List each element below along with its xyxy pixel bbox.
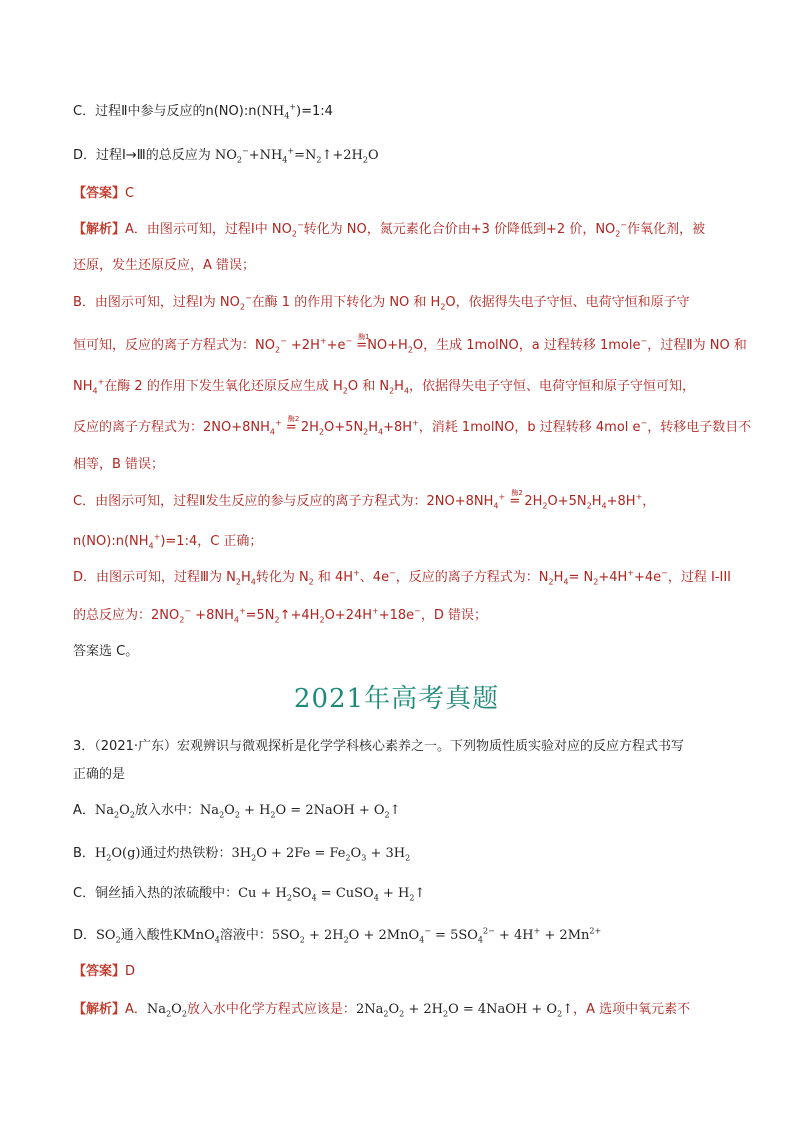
text-b2c: ，过程Ⅱ为 NO 和 <box>647 338 747 353</box>
text-d1e: ，反应的离子方程式为：N <box>395 570 549 585</box>
text-d1b: 转化为 N <box>255 570 309 585</box>
analysis-b-line1: B．由图示可知，过程Ⅰ为 $NO_2^-$在酶 1 的作用下转化为 NO 和 $H_2O$，依据得失电子守恒、电荷守恒和原子守 <box>73 293 690 312</box>
text-b4: 反应的离子方程式为： <box>73 420 204 435</box>
text-d1f: ，过程 I-III <box>667 570 732 585</box>
analysis2-line1: 【解析】A．$Na_2O_2$放入水中化学方程式应该是：$2Na_2O_2 + 2H_2O$ = 4NaOH + $O_2↑$，A 选项中氧元素不 <box>73 1002 691 1019</box>
text-b3e: ，依据得失电子守恒、电荷守恒和原子守恒可知， <box>409 379 696 394</box>
option-c-label: C．铜丝插入热的浓硫酸中： <box>73 886 239 901</box>
final-answer-line <box>73 642 723 662</box>
analysis-b-line5 <box>73 455 723 475</box>
text-a2: 还原，发生还原反应，A 错误； <box>73 258 256 273</box>
option-b-label: B． <box>73 846 95 861</box>
analysis-b-line2: 恒可知，反应的离子方程式为：$NO_2^- +2H^++e^-$ 酶1 $=NO+H_2O$，生成 1molNO，a 过程转移 1mole−，过程Ⅱ为 NO 和 <box>73 333 747 355</box>
text-b2: 恒可知，反应的离子方程式为： <box>73 338 256 353</box>
option-c-text: C．过程Ⅱ中参与反应的n(NO):n <box>73 104 257 119</box>
analysis-d-line1: D．由图示可知，过程Ⅲ为 $N_2H_4$转化为 $N_2$ 和 4H+、4e−，反应的离子方程式为：$N_2H_4= N_2+4H^++4e^-$，过程 I-III <box>73 568 732 587</box>
analysis2-a-mid: 放入水中化学方程式应该是： <box>186 1002 356 1017</box>
option-d-line <box>73 146 723 166</box>
text-b5: 相等，B 错误； <box>73 457 165 472</box>
analysis2-equation: $2Na_2O_2 + 2H_2O$ = 4NaOH + $O_2↑$ <box>355 1002 574 1019</box>
text-d1d: 、4e <box>359 570 390 585</box>
analysis2-a-label: A． <box>125 1002 147 1017</box>
text-a1c: 作氧化剂，被 <box>627 222 706 237</box>
text-d2b: ，D 错误； <box>420 608 488 623</box>
option-a-equation: $Na_2O_2 + H_2O$ = 2NaOH + $O_2↑$ <box>199 803 401 820</box>
option-b-mid: 通过灼热铁粉： <box>140 846 232 861</box>
text-d1: D．由图示可知，过程Ⅲ为 N <box>73 570 236 585</box>
answer-value: C <box>125 186 135 201</box>
answer-line <box>73 184 723 204</box>
text-b1b: 在酶 1 的作用下转化为 NO 和 H <box>251 295 441 310</box>
question-line2 <box>73 765 723 785</box>
question-text-1: 3．（2021·广东）宏观辨识与微观探析是化学学科核心素养之一。下列物质性质实验对应的反应方程式书写 <box>73 739 684 754</box>
question-option-a: A．$Na_2O_2$放入水中：$Na_2O_2 + H_2O$ = 2NaOH + $O_2↑$ <box>73 803 401 820</box>
text-c1: C．由图示可知，过程Ⅱ发生反应的参与反应的离子方程式为： <box>73 494 427 509</box>
text-b3c: O 和 N <box>347 379 390 394</box>
text-d1c: 和 4H <box>317 570 354 585</box>
nh4-paren: $(NH_4^+)$ <box>256 102 302 121</box>
option-c-line <box>73 102 723 122</box>
option-d-equation: $5SO_2 + 2H_2O + 2MnO_4^- = 5SO_4^{2-} + 4H^+ + 2Mn^{2+}$ <box>271 926 602 945</box>
analysis-b-line3: $NH_4^+$在酶 2 的作用下发生氧化还原反应生成 $H_2O$ 和 $N_2H_4$，依据得失电子守恒、电荷守恒和原子守恒可知， <box>73 377 696 396</box>
option-a-label: A． <box>73 803 95 818</box>
option-c-tail: =1:4 <box>301 104 333 119</box>
text-b1c: O，依据得失电子守恒、电荷守恒和原子守 <box>445 295 690 310</box>
question-option-c <box>73 884 723 904</box>
text-b4b: ，消耗 1molNO，b 过程转移 4mol e <box>418 420 641 435</box>
analysis-a-line2 <box>73 256 723 276</box>
answer2-tag: 【答案】 <box>73 964 126 979</box>
text-b1: B．由图示可知，过程Ⅰ为 <box>73 295 216 310</box>
answer2-value: D <box>125 964 136 979</box>
text-b4c: ，转移电子数目不 <box>647 420 752 435</box>
analysis-c-line1: C．由图示可知，过程Ⅱ发生反应的参与反应的离子方程式为：$2NO+8NH_4^+$ 酶2 = $2H_2O+5N_2H_4+8H^+$， <box>73 489 656 511</box>
text-b3d: H <box>394 379 404 394</box>
question-option-d: D．$SO_2$通入酸性KMnO$_4$溶液中：$5SO_2 + 2H_2O + 2MnO_4^- = 5SO_4^{2-} + 4H^+ + 2Mn^{2+}$ <box>73 926 602 945</box>
option-a-mid: 放入水中： <box>134 803 200 818</box>
text-a1: A．由图示可知，过程Ⅰ中 <box>125 222 268 237</box>
option-d-equation: $NO_2^-+NH_4^+=N_2↑+2H_2O$ <box>214 146 379 165</box>
text-b3b: 在酶 2 的作用下发生氧化还原反应生成 H <box>104 379 343 394</box>
analysis-d-line2: 的总反应为：$2NO_2^-$ $+8NH_4^+=5N_2↑+4H_2O+24H^++18e^-$，D 错误； <box>73 606 488 625</box>
answer2-line <box>73 962 723 982</box>
analysis2-a-tail: ，A 选项中氧元素不 <box>573 1002 691 1017</box>
question-text-2: 正确的是 <box>73 767 126 782</box>
question-option-b: B．$H_2O(g)$通过灼热铁粉：$3H_2O + 2Fe = Fe_2O_3 + 3H_2$ <box>73 846 411 863</box>
option-d-mid: 通入酸性 <box>120 928 173 943</box>
analysis-c-line2: $n(NO):n(NH_4^+)=1:4$，C 正确； <box>73 532 263 551</box>
question-line1 <box>73 737 723 757</box>
analysis-a-line1: 【解析】A．由图示可知，过程Ⅰ中 $NO_2^-$转化为 NO，氮元素化合价由+3 价降低到+2 价，$NO_2^-$作氧化剂，被 <box>73 220 706 239</box>
text-d2: 的总反应为： <box>73 608 152 623</box>
option-d-text: D．过程Ⅰ→Ⅲ的总反应为 <box>73 148 211 163</box>
analysis-b-line4: 反应的离子方程式为：$2NO+8NH_4^+$ 酶2 = $2H_2O+5N_2H_4+8H^+$，消耗 1molNO，b 过程转移 4mol e−，转移电子数目不 <box>73 415 752 437</box>
final-answer-text: 答案选 C。 <box>73 644 139 659</box>
text-b2b: ，生成 1molNO，a 过程转移 1mole <box>423 338 641 353</box>
text-a1b: 转化为 NO，氮元素化合价由+3 价降低到+2 价， <box>303 222 596 237</box>
option-d-mid2: 溶液中： <box>219 928 272 943</box>
analysis2-tag: 【解析】 <box>73 1002 126 1017</box>
option-c-equation: $Cu + H_2SO_4$ = CuSO$_4$ + $H_2↑$ <box>238 886 426 903</box>
option-d-label: D． <box>73 928 97 943</box>
option-b-equation: $3H_2O + 2Fe = Fe_2O_3 + 3H_2$ <box>231 846 411 863</box>
answer-tag: 【答案】 <box>73 186 126 201</box>
section-heading: 2021年高考真题 <box>293 684 500 714</box>
analysis-tag: 【解析】 <box>73 222 126 237</box>
text-c2b: =1:4，C 正确； <box>165 534 263 549</box>
